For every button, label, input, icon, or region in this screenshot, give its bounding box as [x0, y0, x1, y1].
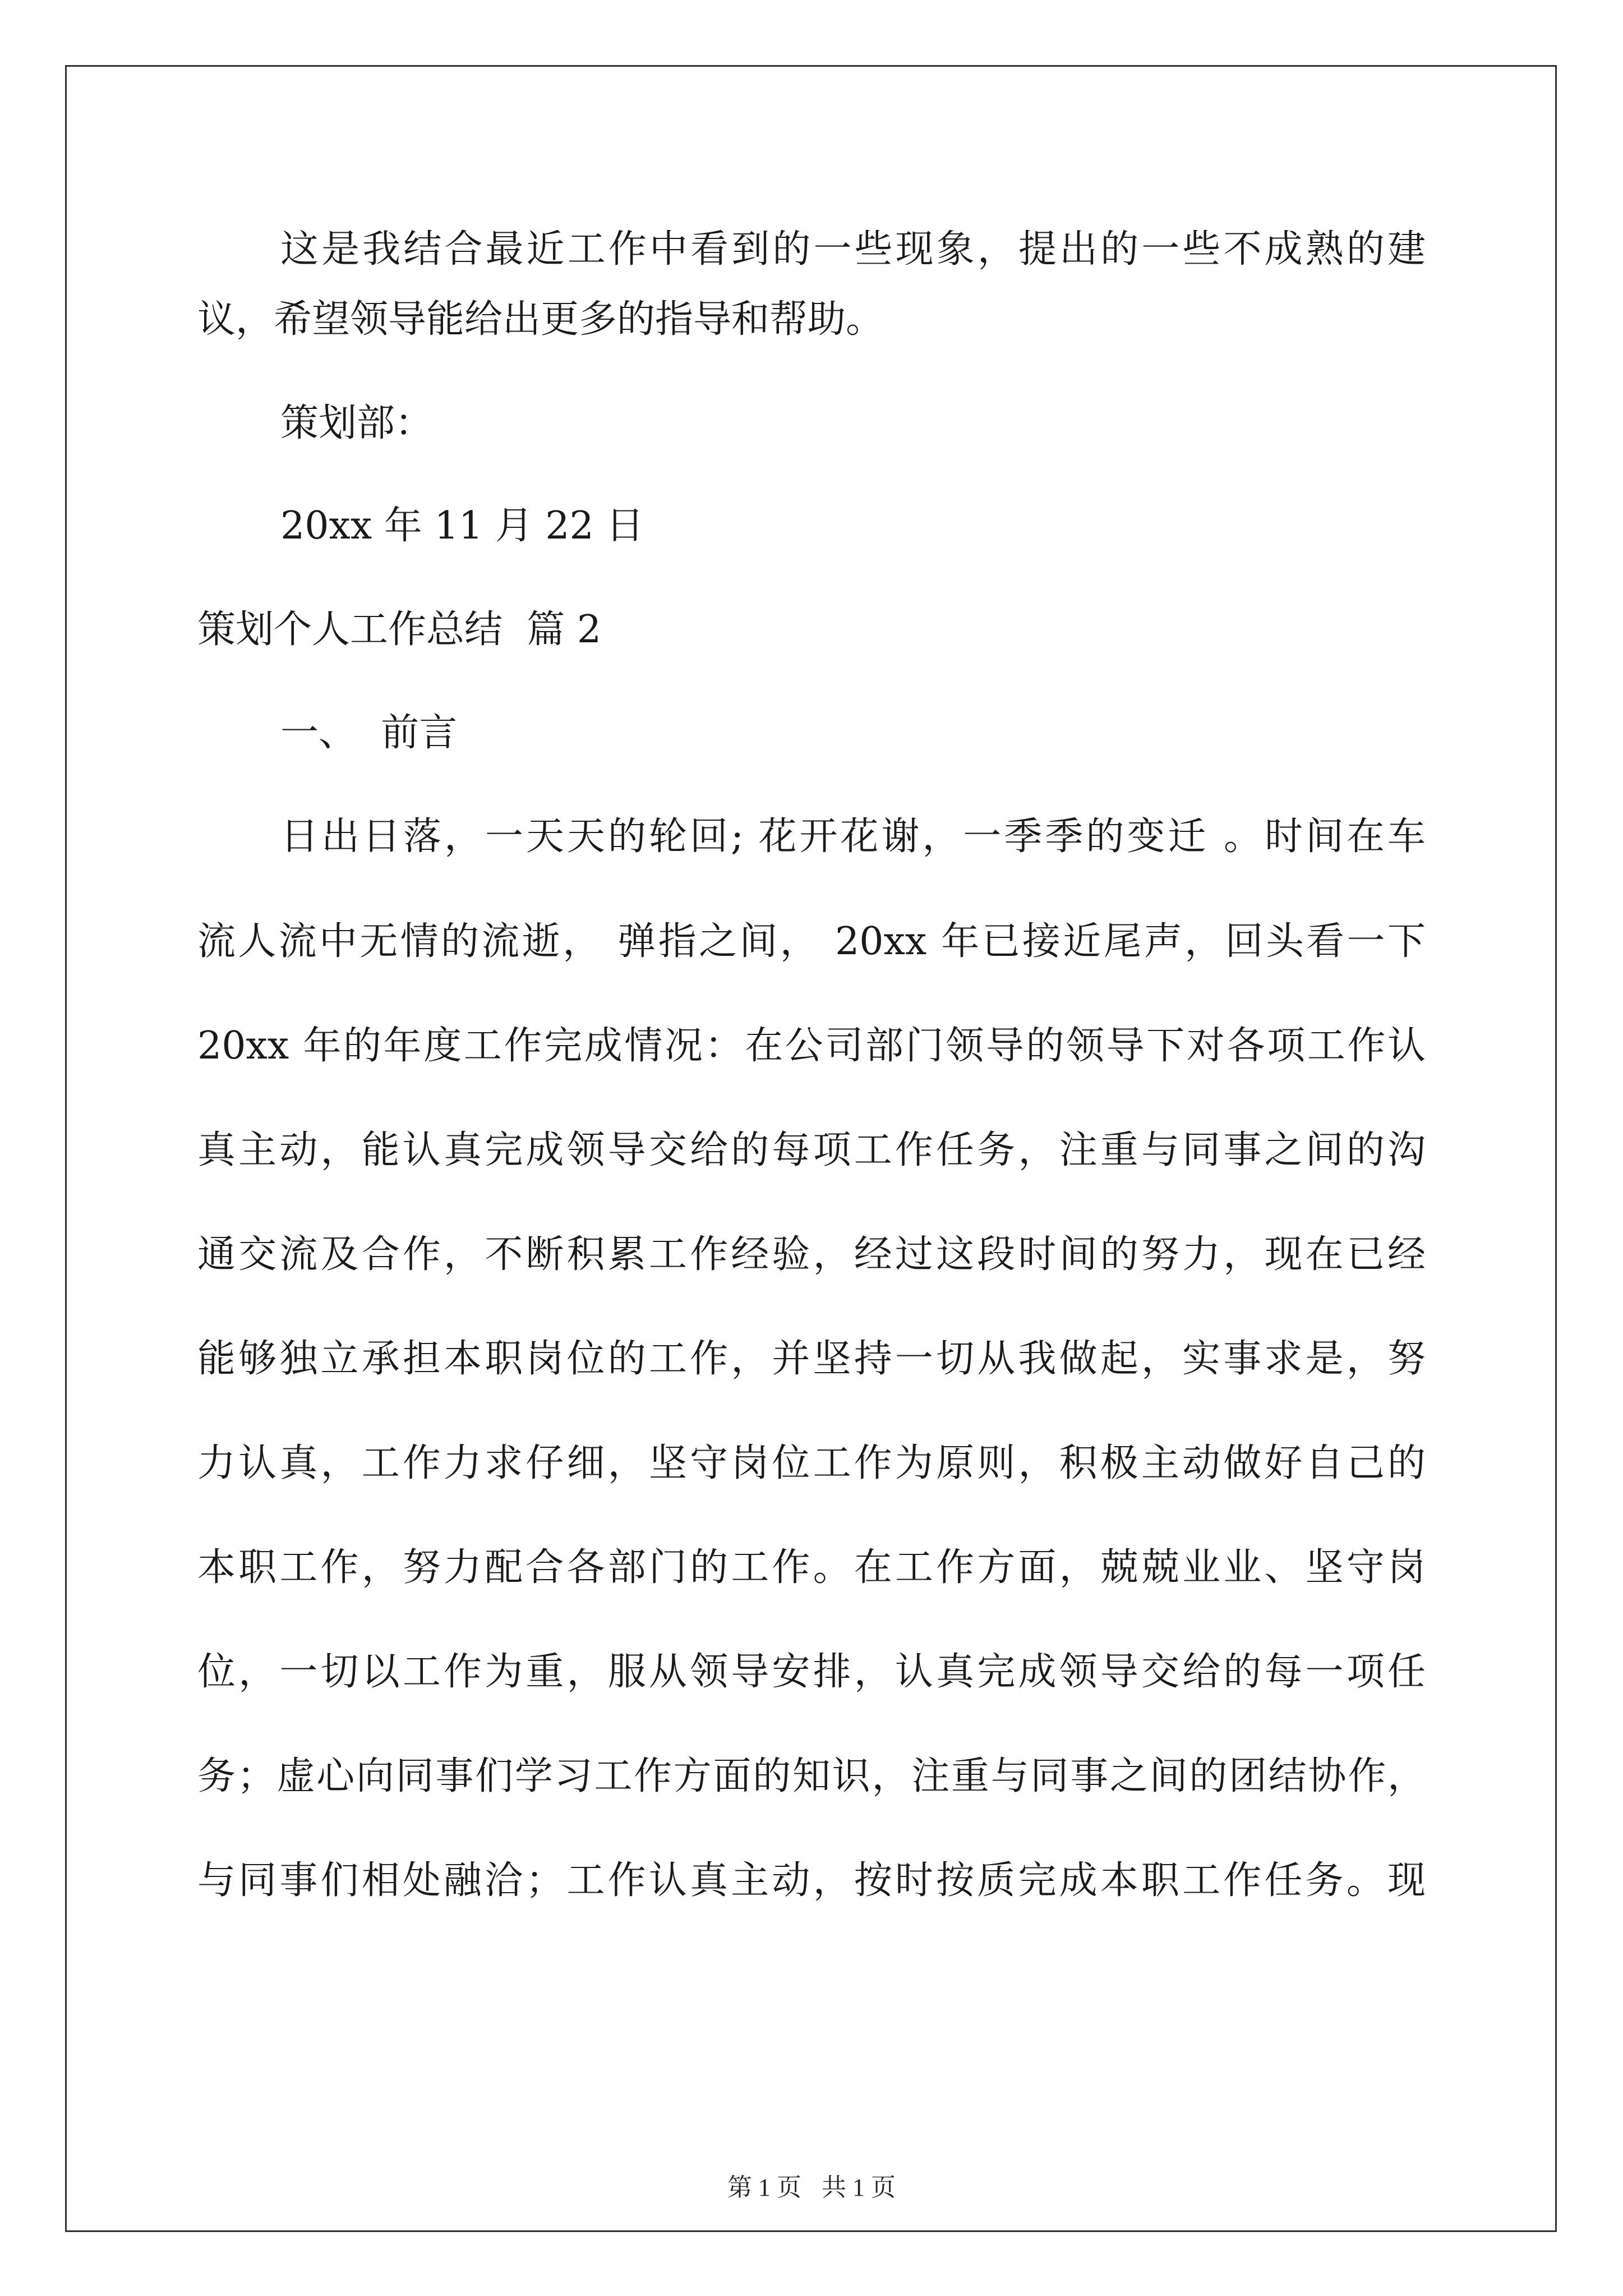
paragraph-2-line-6: 能够独立承担本职岗位的工作，并坚持一切从我做起，实事求是，努 — [197, 1337, 1426, 1381]
section-title: 策划个人工作总结 篇 2 — [197, 608, 602, 652]
page-footer — [0, 2171, 1623, 2205]
paragraph-2-line-5: 通交流及合作，不断积累工作经验，经过这段时间的努力，现在已经 — [197, 1232, 1426, 1277]
paragraph-2-line-9: 位，一切以工作为重，服从领导安排，认真完成领导交给的每一项任 — [197, 1650, 1426, 1694]
paragraph-2-line-4: 真主动，能认真完成领导交给的每项工作任务，注重与同事之间的沟 — [197, 1128, 1426, 1172]
paragraph-2-line-10: 务；虚心向同事们学习工作方面的知识，注重与同事之间的团结协作， — [197, 1754, 1426, 1798]
paragraph-1-line-1: 这是我结合最近工作中看到的一些现象，提出的一些不成熟的建 — [280, 227, 1426, 272]
paragraph-1-line-2: 议，希望领导能给出更多的指导和帮助。 — [197, 297, 884, 342]
paragraph-2-line-2: 流人流中无情的流逝， 弹指之间， 20xx 年已接近尾声，回头看一下 — [197, 919, 1426, 964]
paragraph-2-line-7: 力认真，工作力求仔细，坚守岗位工作为原则，积极主动做好自己的 — [197, 1441, 1426, 1485]
signature-date: 20xx 年 11 月 22 日 — [280, 504, 644, 548]
signature-department: 策划部： — [280, 401, 434, 445]
subsection-heading: 一、 前言 — [280, 711, 458, 755]
page-number-total: 共 1 页 — [822, 2174, 896, 2201]
paragraph-2-line-8: 本职工作，努力配合各部门的工作。在工作方面，兢兢业业、坚守岗 — [197, 1545, 1426, 1590]
paragraph-2-line-11: 与同事们相处融洽；工作认真主动，按时按质完成本职工作任务。现 — [197, 1858, 1426, 1903]
page-number-current: 第 1 页 — [727, 2174, 801, 2201]
paragraph-2-line-3: 20xx 年的年度工作完成情况：在公司部门领导的领导下对各项工作认 — [197, 1024, 1426, 1068]
paragraph-2-line-1: 日出日落，一天天的轮回; 花开花谢，一季季的变迁 。时间在车 — [280, 815, 1426, 859]
